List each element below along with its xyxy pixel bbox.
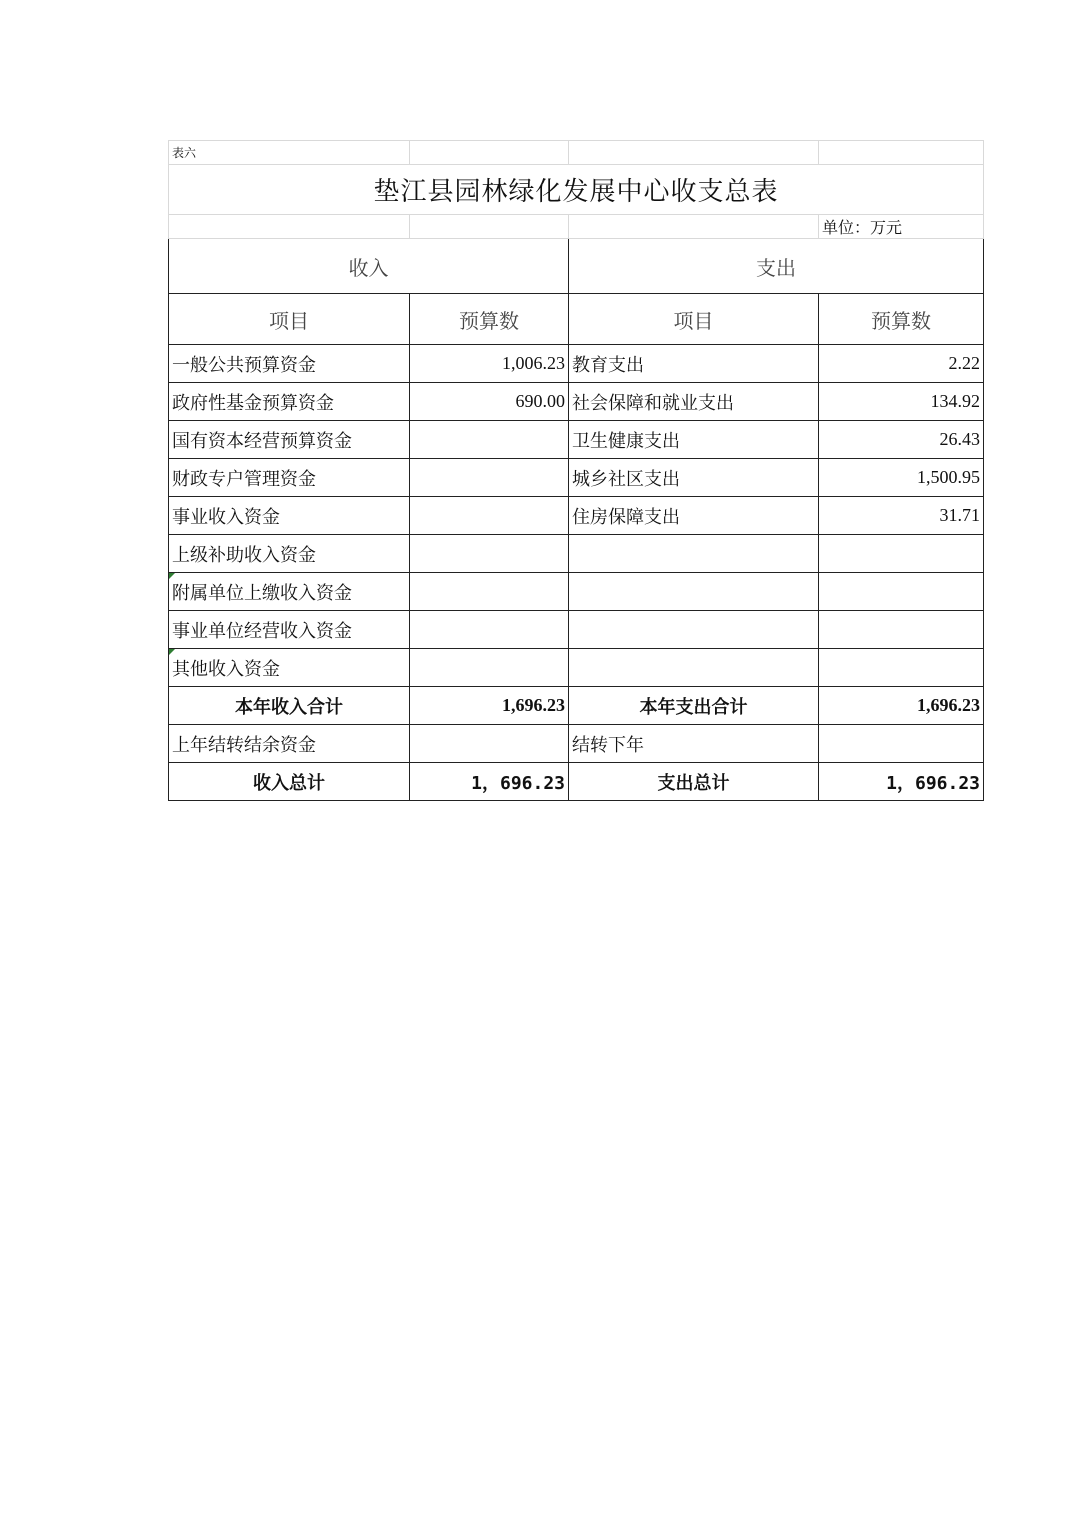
income-value: 690.00 [410,383,569,421]
table-number: 表六 [169,141,410,165]
income-value [410,459,569,497]
column-header-row [169,294,984,345]
table-row [169,383,984,421]
unit-label: 单位：万元 [819,215,984,239]
section-header-row [169,239,984,294]
expense-value: 31.71 [819,497,984,535]
expense-value: 26.43 [819,421,984,459]
year-expense-total-label: 本年支出合计 [569,687,819,725]
title-row [169,165,984,215]
table-title: 垫江县园林绿化发展中心收支总表 [169,165,984,215]
table-number-row [169,141,984,165]
expense-item: 住房保障支出 [569,497,819,535]
expense-value: 2.22 [819,345,984,383]
table-row [169,611,984,649]
income-item: 事业收入资金 [169,497,410,535]
expense-item: 社会保障和就业支出 [569,383,819,421]
budget-summary-sheet [168,140,983,801]
income-item: 一般公共预算资金 [169,345,410,383]
income-item: 事业单位经营收入资金 [169,611,410,649]
expense-budget-header: 预算数 [819,294,984,345]
income-section-header: 收入 [169,239,569,294]
expense-grand-total-value: 1，696.23 [819,763,984,801]
table-row [169,649,984,687]
income-budget-header: 预算数 [410,294,569,345]
expense-value [819,611,984,649]
expense-value: 134.92 [819,383,984,421]
expense-item: 城乡社区支出 [569,459,819,497]
carry-to-next-year-label: 结转下年 [569,725,819,763]
income-item: 国有资本经营预算资金 [169,421,410,459]
expense-item: 教育支出 [569,345,819,383]
table-row [169,535,984,573]
income-item: 政府性基金预算资金 [169,383,410,421]
carry-to-next-year-value [819,725,984,763]
income-item: 上级补助收入资金 [169,535,410,573]
expense-item [569,611,819,649]
table-row [169,573,984,611]
year-expense-total-value: 1,696.23 [819,687,984,725]
table-row [169,459,984,497]
prior-year-carryover-value [410,725,569,763]
income-value [410,421,569,459]
expense-value: 1,500.95 [819,459,984,497]
table-row [169,421,984,459]
unit-row [169,215,984,239]
year-income-total-label: 本年收入合计 [169,687,410,725]
table-row [169,497,984,535]
expense-section-header: 支出 [569,239,984,294]
expense-value [819,573,984,611]
year-income-total-value: 1,696.23 [410,687,569,725]
expense-item: 卫生健康支出 [569,421,819,459]
income-grand-total-label: 收入总计 [169,763,410,801]
income-item: 附属单位上缴收入资金 [169,573,410,611]
income-value [410,535,569,573]
income-value [410,573,569,611]
year-total-row [169,687,984,725]
table-row [169,345,984,383]
expense-value [819,535,984,573]
expense-item [569,535,819,573]
expense-grand-total-label: 支出总计 [569,763,819,801]
income-value [410,611,569,649]
expense-value [819,649,984,687]
income-item: 其他收入资金 [169,649,410,687]
income-expense-table [168,140,984,801]
grand-total-row [169,763,984,801]
expense-item-header: 项目 [569,294,819,345]
prior-year-carryover-label: 上年结转结余资金 [169,725,410,763]
expense-item [569,649,819,687]
income-value: 1,006.23 [410,345,569,383]
income-item-header: 项目 [169,294,410,345]
carryover-row [169,725,984,763]
income-grand-total-value: 1，696.23 [410,763,569,801]
income-value [410,649,569,687]
income-item: 财政专户管理资金 [169,459,410,497]
expense-item [569,573,819,611]
income-value [410,497,569,535]
